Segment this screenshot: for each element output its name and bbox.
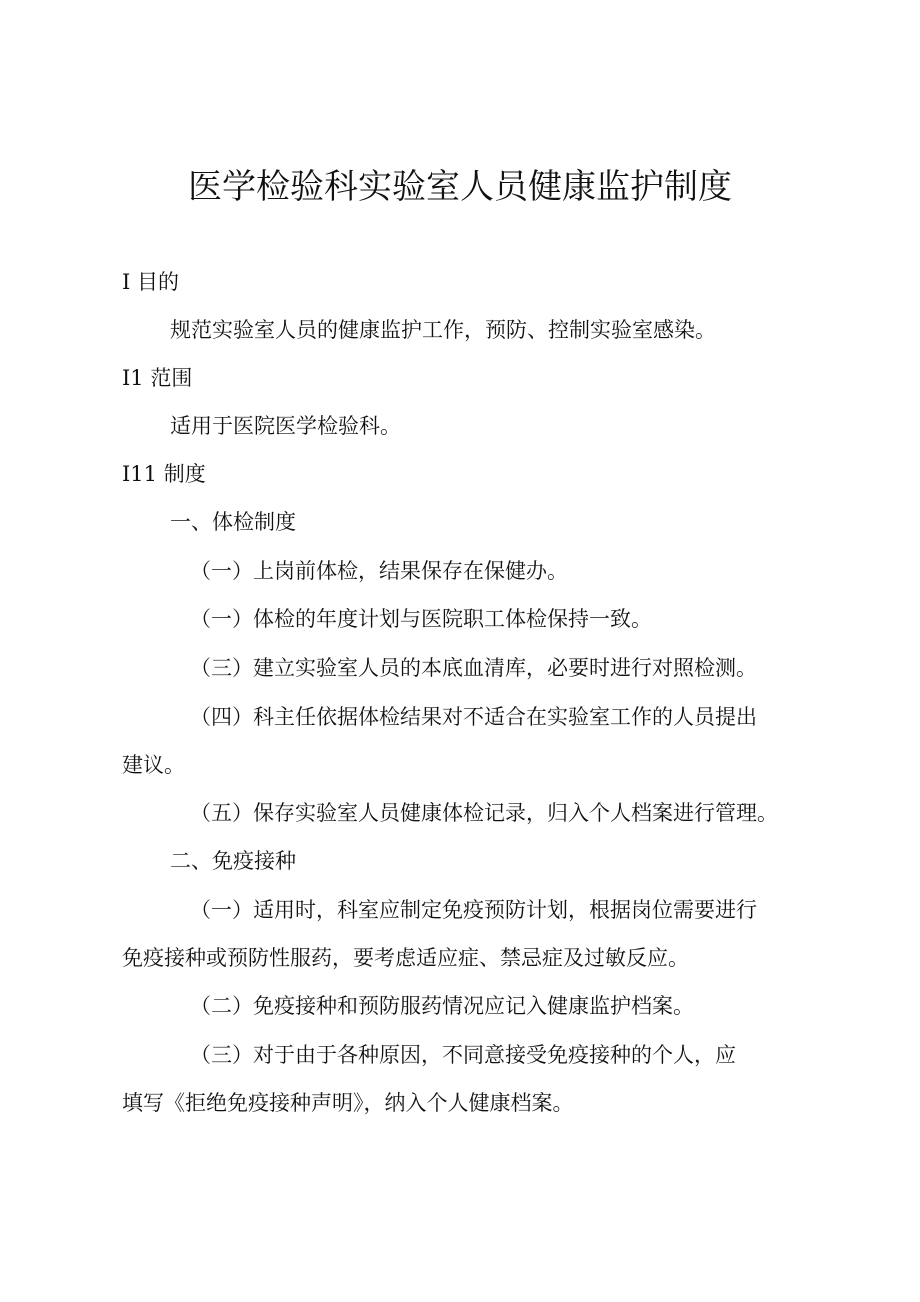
physical-exam-item-4-line-1: （四）科主任依据体检结果对不适合在实验室工作的人员提出 (190, 705, 757, 729)
document-title: 医学检验科实验室人员健康监护制度 (188, 167, 732, 207)
immunization-item-3-line-1: （三）对于由于各种原因，不同意接受免疫接种的个人，应 (190, 1043, 736, 1067)
section-heading-policy: I11 制度 (122, 462, 206, 486)
physical-exam-item-5: （五）保存实验室人员健康体检记录，归入个人档案进行管理。 (190, 801, 778, 825)
section-heading-purpose: I 目的 (122, 270, 179, 294)
scope-paragraph: 适用于医院医学检验科。 (170, 414, 401, 438)
section-heading-scope: I1 范围 (122, 366, 193, 390)
immunization-item-1-line-2: 免疫接种或预防性服药，要考虑适应症、禁忌症及过敏反应。 (122, 946, 689, 970)
immunization-item-3-line-2: 填写《拒绝免疫接种声明》，纳入个人健康档案。 (122, 1091, 574, 1115)
physical-exam-item-1: （一）上岗前体检，结果保存在保健办。 (190, 559, 568, 583)
physical-exam-item-2: （一）体检的年度计划与医院职工体检保持一致。 (190, 607, 652, 631)
physical-exam-item-3: （三）建立实验室人员的本底血清库，必要时进行对照检测。 (190, 656, 757, 680)
physical-exam-item-4-line-2: 建议。 (122, 753, 185, 777)
immunization-item-1-line-1: （一）适用时，科室应制定免疫预防计划，根据岗位需要进行 (190, 898, 757, 922)
subsection-heading-immunization: 二、免疫接种 (170, 849, 296, 873)
purpose-paragraph: 规范实验室人员的健康监护工作，预防、控制实验室感染。 (170, 318, 716, 342)
subsection-heading-physical-exam: 一、体检制度 (170, 510, 296, 534)
immunization-item-2: （二）免疫接种和预防服药情况应记入健康监护档案。 (190, 994, 694, 1018)
